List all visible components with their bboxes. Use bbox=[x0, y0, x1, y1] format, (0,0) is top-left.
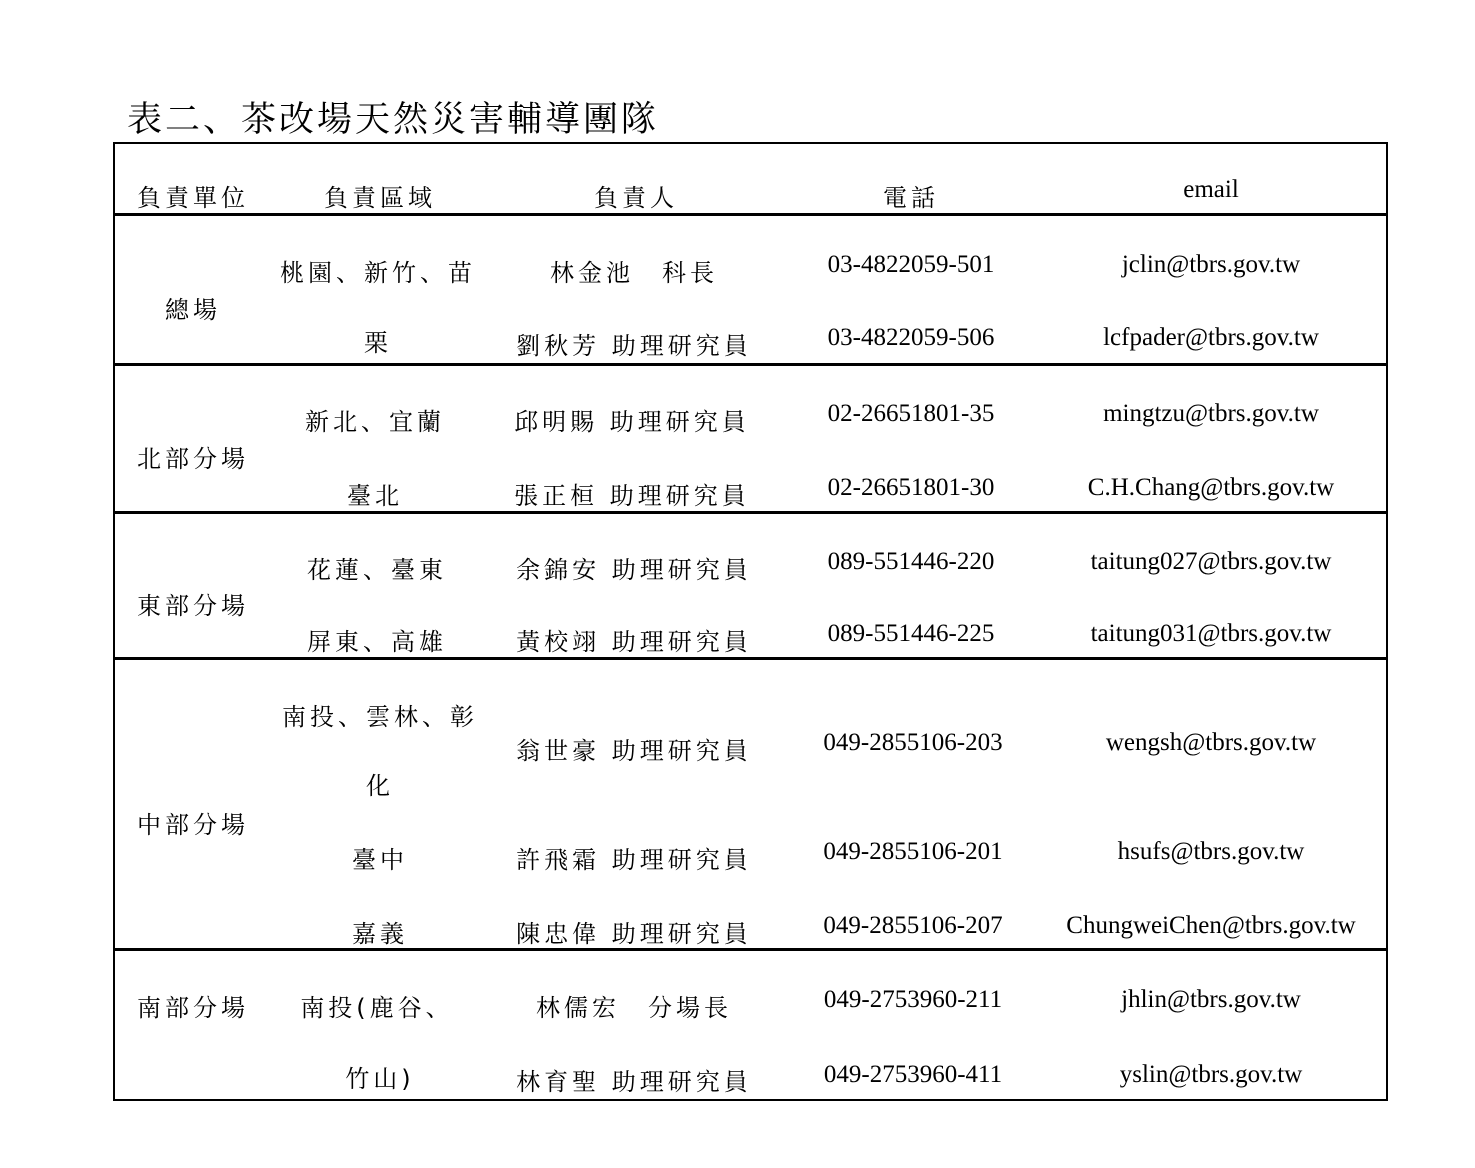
person-name: 張正桓 助理研究員 bbox=[514, 482, 750, 510]
region-line: 竹山) bbox=[345, 1065, 415, 1093]
person-phone: 02-26651801-30 bbox=[827, 474, 995, 501]
person-phone: 049-2753960-211 bbox=[823, 986, 1003, 1013]
region-line: 化 bbox=[366, 772, 394, 800]
table-divider bbox=[113, 511, 1388, 514]
person-email[interactable]: lcfpader@tbrs.gov.tw bbox=[1103, 324, 1319, 351]
table-divider bbox=[113, 657, 1388, 660]
region-line: 嘉義 bbox=[352, 920, 408, 948]
person-name: 余錦安 助理研究員 bbox=[516, 556, 752, 584]
person-email[interactable]: taitung031@tbrs.gov.tw bbox=[1090, 620, 1332, 647]
unit-cell: 中部分場 bbox=[137, 811, 249, 839]
person-email[interactable]: jhlin@tbrs.gov.tw bbox=[1121, 986, 1301, 1013]
table-divider bbox=[113, 363, 1388, 366]
person-email[interactable]: hsufs@tbrs.gov.tw bbox=[1117, 838, 1305, 865]
person-name: 翁世豪 助理研究員 bbox=[516, 737, 752, 765]
unit-cell: 總場 bbox=[165, 296, 221, 324]
person-phone: 089-551446-225 bbox=[827, 620, 995, 647]
unit-cell: 東部分場 bbox=[137, 592, 249, 620]
region-line: 臺中 bbox=[352, 846, 408, 874]
unit-cell: 北部分場 bbox=[137, 445, 249, 473]
person-phone: 049-2855106-201 bbox=[823, 838, 1003, 865]
person-name: 許飛霜 助理研究員 bbox=[516, 846, 752, 874]
person-name: 邱明賜 助理研究員 bbox=[514, 408, 750, 436]
region-line: 臺北 bbox=[347, 482, 403, 510]
region-line: 南投(鹿谷、 bbox=[300, 994, 454, 1022]
person-email[interactable]: yslin@tbrs.gov.tw bbox=[1119, 1061, 1303, 1088]
region-line: 桃園、新竹、苗 bbox=[280, 259, 476, 287]
person-name: 劉秋芳 助理研究員 bbox=[516, 332, 752, 360]
person-name: 黃校翊 助理研究員 bbox=[516, 628, 752, 656]
person-phone: 03-4822059-506 bbox=[827, 324, 995, 351]
region-line: 南投、雲林、彰 bbox=[282, 703, 478, 731]
person-name: 林金池 科長 bbox=[550, 259, 718, 287]
region-line: 花蓮、臺東 bbox=[307, 556, 447, 584]
person-email[interactable]: jclin@tbrs.gov.tw bbox=[1121, 251, 1301, 278]
person-email[interactable]: mingtzu@tbrs.gov.tw bbox=[1103, 400, 1319, 427]
person-email[interactable]: C.H.Chang@tbrs.gov.tw bbox=[1087, 474, 1335, 501]
person-email[interactable]: taitung027@tbrs.gov.tw bbox=[1090, 548, 1332, 575]
person-email[interactable]: ChungweiChen@tbrs.gov.tw bbox=[1066, 912, 1356, 939]
person-name: 林育聖 助理研究員 bbox=[516, 1068, 752, 1096]
header-person: 負責人 bbox=[594, 184, 678, 212]
unit-cell: 南部分場 bbox=[137, 994, 249, 1022]
table-divider bbox=[113, 213, 1388, 216]
person-phone: 049-2855106-207 bbox=[823, 912, 1003, 939]
region-line: 屏東、高雄 bbox=[307, 628, 447, 656]
header-phone: 電話 bbox=[883, 184, 939, 212]
person-phone: 049-2753960-411 bbox=[823, 1061, 1003, 1088]
header-unit: 負責單位 bbox=[137, 184, 249, 212]
person-phone: 089-551446-220 bbox=[827, 548, 995, 575]
page-title: 表二、茶改場天然災害輔導團隊 bbox=[127, 100, 660, 140]
region-line: 新北、宜蘭 bbox=[305, 408, 445, 436]
person-name: 陳忠偉 助理研究員 bbox=[516, 920, 752, 948]
person-name: 林儒宏 分場長 bbox=[536, 994, 732, 1022]
person-phone: 03-4822059-501 bbox=[827, 251, 995, 278]
header-email: email bbox=[1183, 176, 1239, 203]
header-region: 負責區域 bbox=[324, 184, 436, 212]
person-phone: 049-2855106-203 bbox=[823, 729, 1003, 756]
region-line: 栗 bbox=[364, 329, 392, 357]
person-email[interactable]: wengsh@tbrs.gov.tw bbox=[1105, 729, 1317, 756]
person-phone: 02-26651801-35 bbox=[827, 400, 995, 427]
